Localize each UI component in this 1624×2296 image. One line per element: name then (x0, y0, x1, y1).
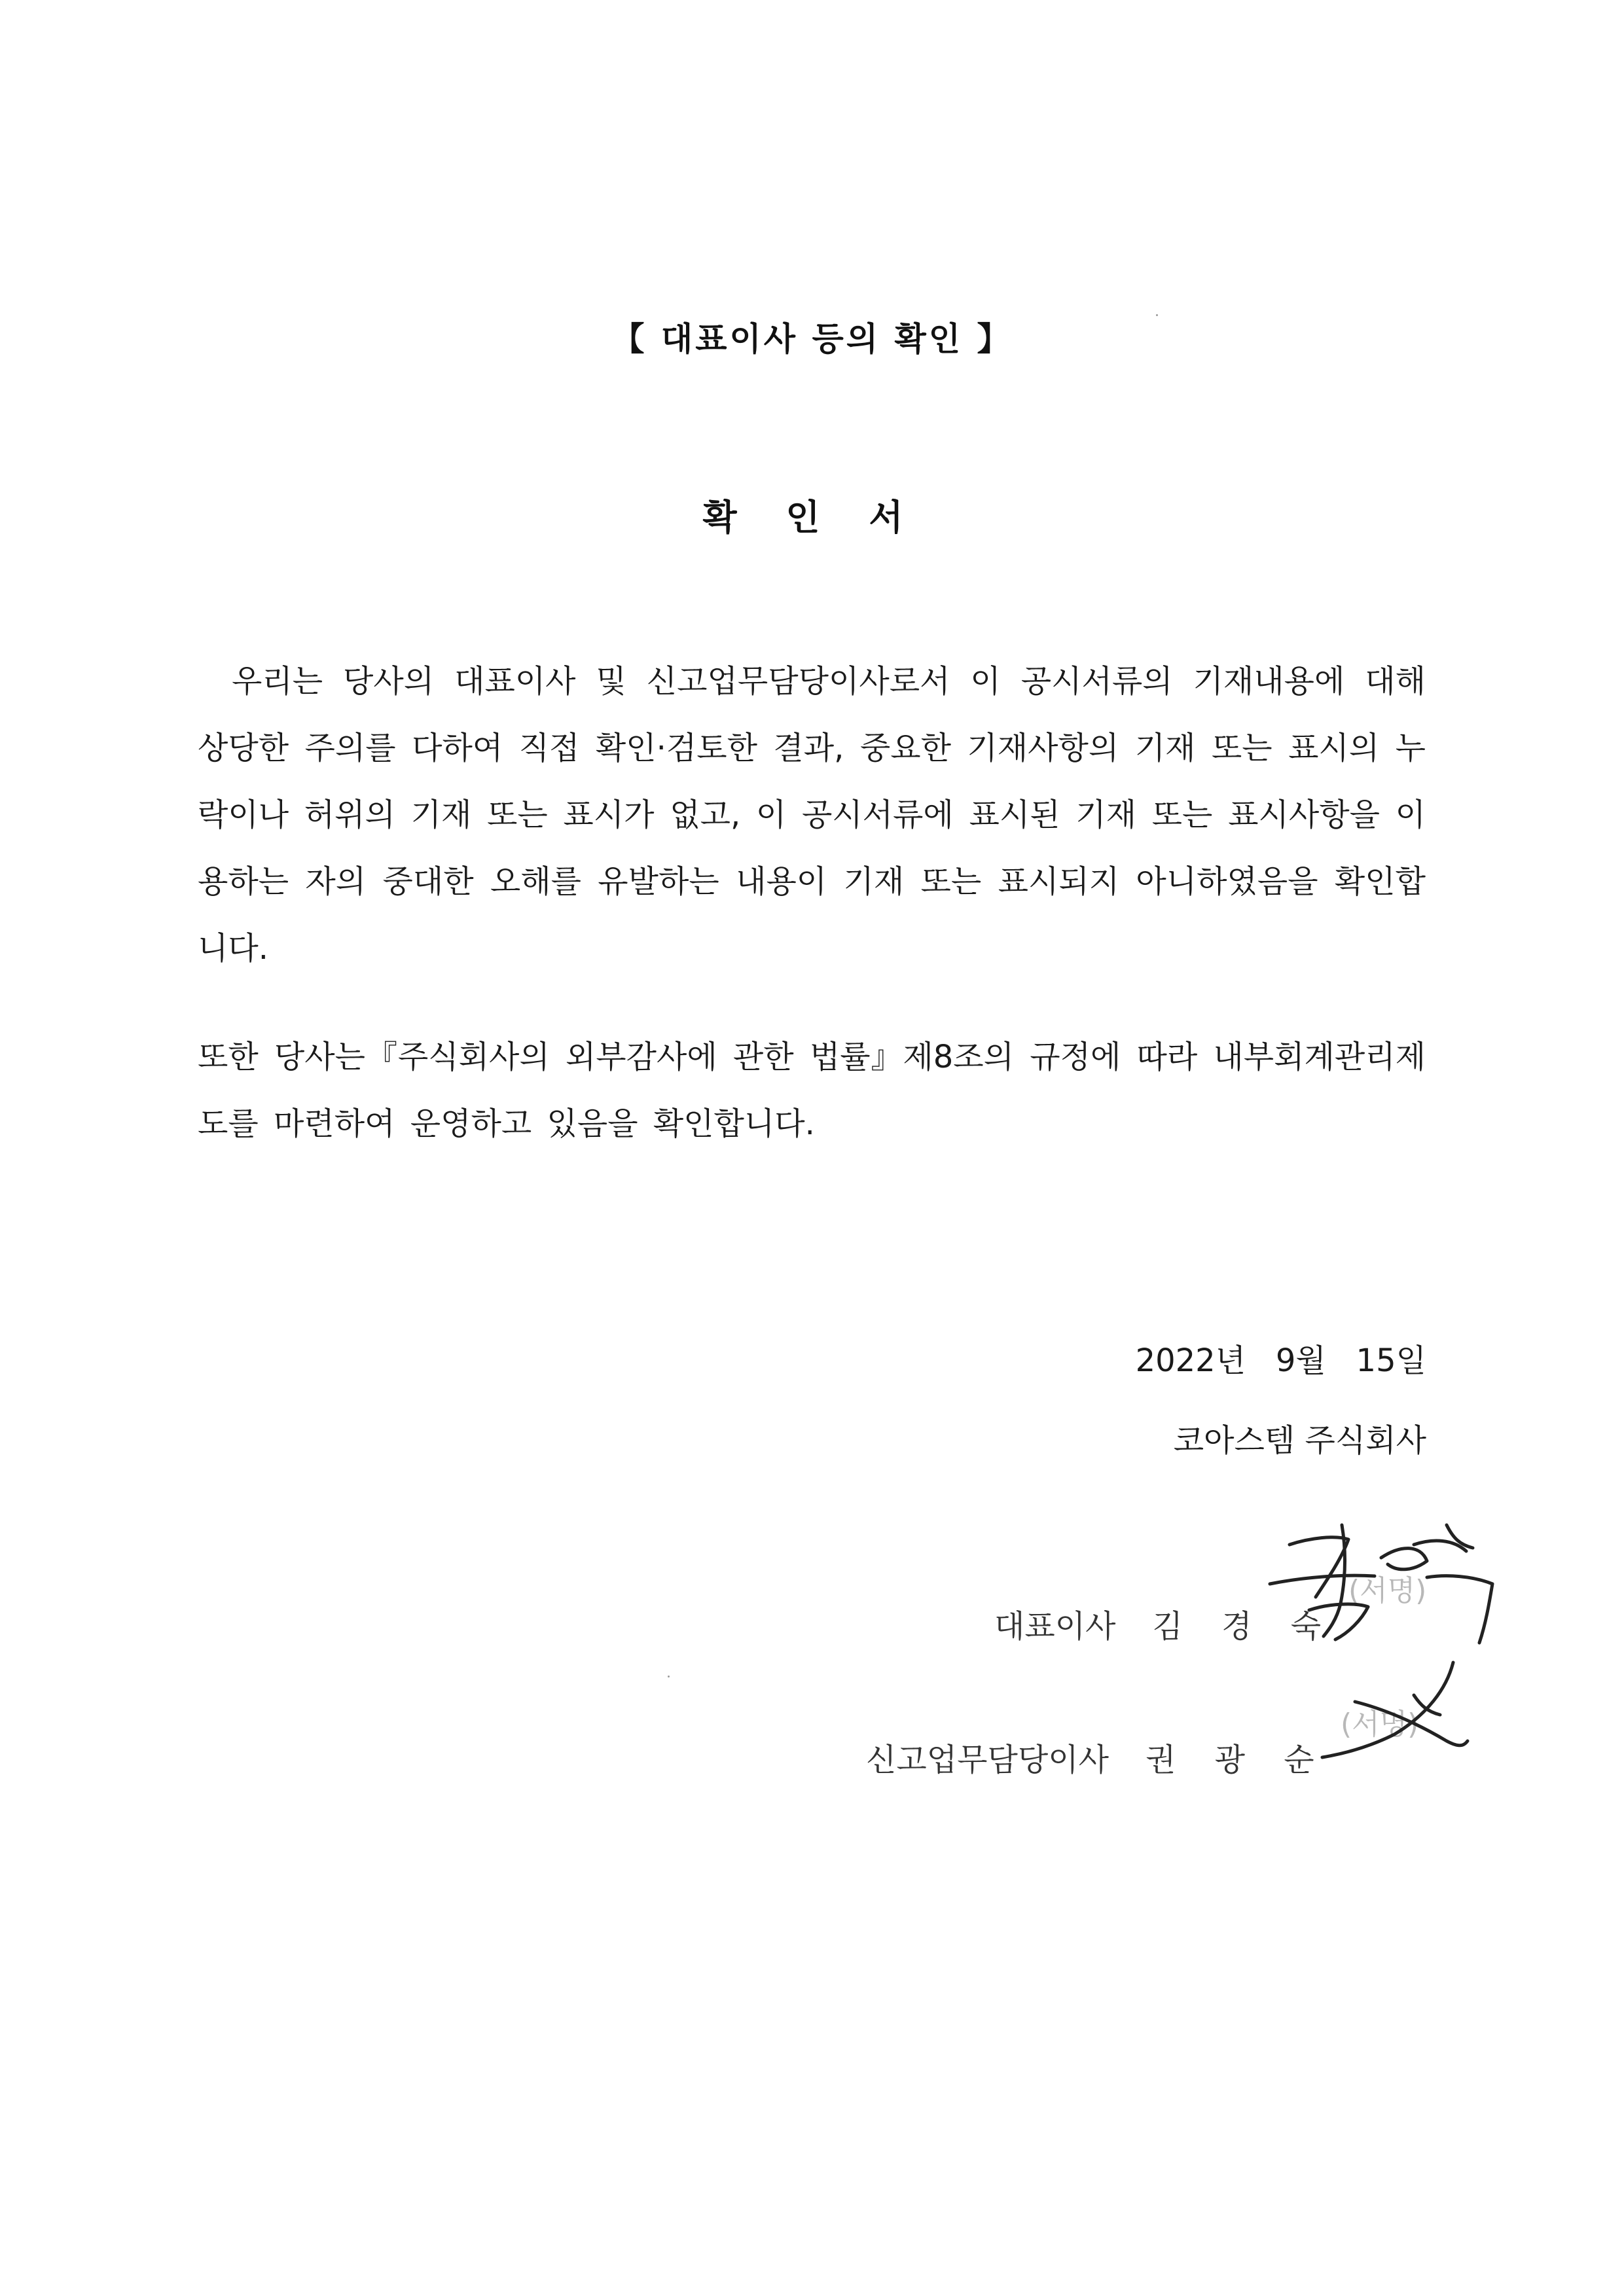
scan-speck (668, 1676, 670, 1677)
handwritten-signature-director (1316, 1656, 1486, 1761)
internal-control-paragraph: 또한 당사는『주식회사의 외부감사에 관한 법률』제8조의 규정에 따라 내부회계관리제도를 마련하여 운영하고 있음을 확인합니다. (198, 1039, 1426, 1142)
signatory-name: 김 경 숙 (1152, 1608, 1336, 1645)
signatory-role: 신고업무담당이사 (866, 1742, 1109, 1778)
signatory-disclosure-director (826, 1698, 1329, 1816)
document-date: 2022년 9월 15일 (1135, 1342, 1426, 1379)
signatory-name: 권 광 순 (1145, 1742, 1329, 1778)
handwritten-signature-ceo (1263, 1499, 1512, 1656)
scan-speck (1156, 314, 1158, 316)
signatory-role: 대표이사 (994, 1608, 1116, 1645)
signature-placeholder: (서명) (1341, 1708, 1419, 1741)
signature-placeholder: (서명) (1348, 1574, 1427, 1607)
confirmation-paragraph: 우리는 당사의 대표이사 및 신고업무담당이사로서 이 공시서류의 기재내용에 대해 상당한 주의를 다하여 직접 확인·검토한 결과, 중요한 기재사항의 기재 또는 표시의 누락이나 허위의 기재 또는 표시가 없고, 이 공시서류에 표시된 기재 또는 표시사항을 이용하는 자의 중대한 오해를 유발하는 내용이 기재 또는 표시되지 아니하였음을 확인합니다. (198, 663, 1426, 967)
company-name: 코아스템 주식회사 (1173, 1422, 1426, 1459)
document-title: 확 인 서 (702, 497, 922, 538)
document-header: 【 대표이사 등의 확인 】 (611, 320, 1013, 358)
